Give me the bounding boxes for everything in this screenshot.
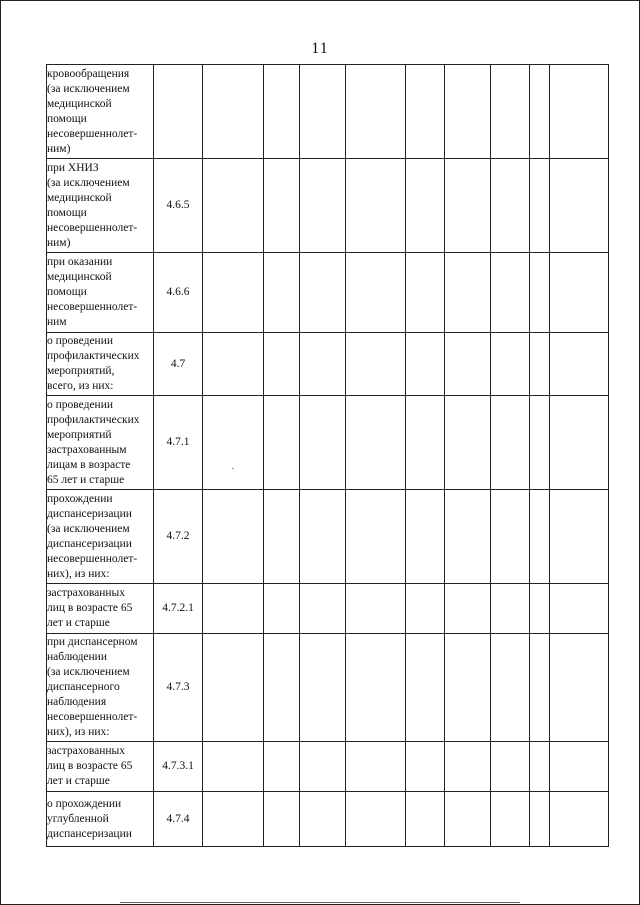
page-number: 11 <box>311 40 329 57</box>
empty-cell <box>346 253 406 333</box>
empty-cell <box>406 634 445 742</box>
empty-cell <box>346 333 406 396</box>
empty-cell <box>406 742 445 792</box>
row-code: 4.7.1 <box>154 396 203 490</box>
empty-cell <box>203 584 264 634</box>
empty-cell <box>203 490 264 584</box>
row-description: о прохождении углубленной диспансеризации <box>47 792 154 847</box>
empty-cell <box>346 584 406 634</box>
empty-cell <box>406 396 445 490</box>
table-row <box>47 792 609 847</box>
empty-cell <box>203 742 264 792</box>
row-code: 4.7.3.1 <box>154 742 203 792</box>
table-row <box>47 65 609 159</box>
empty-cell <box>445 65 491 159</box>
empty-cell <box>530 65 550 159</box>
empty-cell <box>445 253 491 333</box>
empty-cell <box>445 333 491 396</box>
table-row <box>47 634 609 742</box>
empty-cell <box>491 584 530 634</box>
empty-cell <box>445 742 491 792</box>
empty-cell <box>530 490 550 584</box>
report-table <box>46 64 609 847</box>
row-code: 4.7.2.1 <box>154 584 203 634</box>
empty-cell <box>550 396 609 490</box>
empty-cell <box>264 253 300 333</box>
empty-cell <box>264 65 300 159</box>
empty-cell <box>300 253 346 333</box>
empty-cell <box>264 792 300 847</box>
row-code <box>154 65 203 159</box>
empty-cell <box>300 742 346 792</box>
row-description: кровообращения (за исключением медицинской помощи несовершеннолет- ним) <box>47 65 154 159</box>
empty-cell <box>203 634 264 742</box>
empty-cell <box>264 584 300 634</box>
row-description: о проведении профилактических мероприятий, всего, из них: <box>47 333 154 396</box>
empty-cell <box>550 333 609 396</box>
empty-cell <box>445 634 491 742</box>
empty-cell <box>264 634 300 742</box>
scan-edge-line <box>120 902 520 903</box>
empty-cell <box>203 159 264 253</box>
empty-cell <box>300 65 346 159</box>
empty-cell <box>550 65 609 159</box>
empty-cell <box>346 65 406 159</box>
empty-cell <box>264 333 300 396</box>
empty-cell <box>203 65 264 159</box>
empty-cell <box>203 396 264 490</box>
empty-cell <box>445 159 491 253</box>
empty-cell <box>491 792 530 847</box>
empty-cell <box>530 253 550 333</box>
empty-cell <box>550 584 609 634</box>
empty-cell <box>445 584 491 634</box>
empty-cell <box>300 490 346 584</box>
empty-cell <box>406 159 445 253</box>
empty-cell <box>550 490 609 584</box>
empty-cell <box>346 792 406 847</box>
table-row <box>47 333 609 396</box>
empty-cell <box>491 333 530 396</box>
table-row <box>47 396 609 490</box>
row-code: 4.6.6 <box>154 253 203 333</box>
row-code: 4.6.5 <box>154 159 203 253</box>
empty-cell <box>530 742 550 792</box>
empty-cell <box>203 333 264 396</box>
empty-cell <box>406 792 445 847</box>
row-description: о проведении профилактических мероприятий застрахованным лицам в возрасте 65 лет и старше <box>47 396 154 490</box>
empty-cell <box>406 333 445 396</box>
empty-cell <box>445 396 491 490</box>
empty-cell <box>346 742 406 792</box>
empty-cell <box>203 253 264 333</box>
empty-cell <box>550 634 609 742</box>
empty-cell <box>346 159 406 253</box>
scan-speck <box>232 468 234 469</box>
empty-cell <box>264 396 300 490</box>
empty-cell <box>264 490 300 584</box>
empty-cell <box>346 634 406 742</box>
row-description: прохождении диспансеризации (за исключением диспансеризации несовершеннолет- них), из них: <box>47 490 154 584</box>
table-row <box>47 159 609 253</box>
empty-cell <box>346 396 406 490</box>
table-row <box>47 253 609 333</box>
empty-cell <box>550 253 609 333</box>
empty-cell <box>491 159 530 253</box>
empty-cell <box>300 634 346 742</box>
row-code: 4.7.3 <box>154 634 203 742</box>
row-description: застрахованных лиц в возрасте 65 лет и старше <box>47 742 154 792</box>
empty-cell <box>406 253 445 333</box>
row-code: 4.7.2 <box>154 490 203 584</box>
table-body <box>47 65 609 847</box>
empty-cell <box>550 742 609 792</box>
empty-cell <box>300 584 346 634</box>
empty-cell <box>346 490 406 584</box>
empty-cell <box>530 792 550 847</box>
table-row <box>47 742 609 792</box>
row-description: при диспансерном наблюдении (за исключением диспансерного наблюдения несовершеннолет- них), из них: <box>47 634 154 742</box>
empty-cell <box>550 159 609 253</box>
row-description: застрахованных лиц в возрасте 65 лет и старше <box>47 584 154 634</box>
empty-cell <box>491 396 530 490</box>
empty-cell <box>530 159 550 253</box>
empty-cell <box>491 65 530 159</box>
empty-cell <box>530 584 550 634</box>
empty-cell <box>491 490 530 584</box>
row-description: при оказании медицинской помощи несовершеннолет- ним <box>47 253 154 333</box>
empty-cell <box>300 396 346 490</box>
empty-cell <box>550 792 609 847</box>
empty-cell <box>203 792 264 847</box>
table-row <box>47 490 609 584</box>
empty-cell <box>530 333 550 396</box>
empty-cell <box>445 490 491 584</box>
empty-cell <box>406 65 445 159</box>
empty-cell <box>300 159 346 253</box>
empty-cell <box>300 333 346 396</box>
empty-cell <box>264 742 300 792</box>
empty-cell <box>491 742 530 792</box>
row-description: при ХНИЗ (за исключением медицинской помощи несовершеннолет- ним) <box>47 159 154 253</box>
empty-cell <box>491 634 530 742</box>
empty-cell <box>406 584 445 634</box>
empty-cell <box>530 396 550 490</box>
empty-cell <box>300 792 346 847</box>
empty-cell <box>264 159 300 253</box>
row-code: 4.7.4 <box>154 792 203 847</box>
empty-cell <box>445 792 491 847</box>
table-row <box>47 584 609 634</box>
row-code: 4.7 <box>154 333 203 396</box>
empty-cell <box>530 634 550 742</box>
empty-cell <box>406 490 445 584</box>
empty-cell <box>491 253 530 333</box>
